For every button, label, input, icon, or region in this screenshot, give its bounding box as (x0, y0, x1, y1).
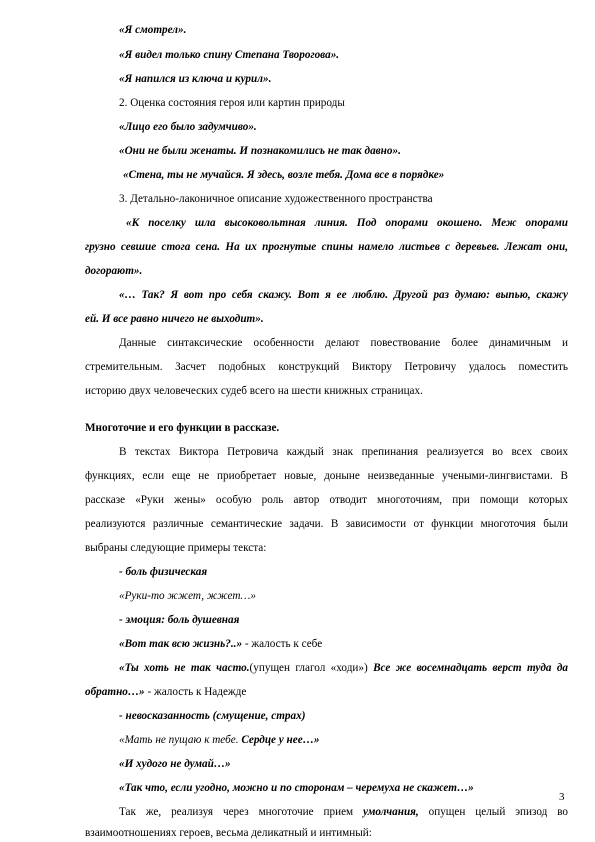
example-quote: Сердце у нее…» (241, 734, 320, 746)
example-quote: «К поселку шла высоковольтная линия. Под опорами окошено. Меж опорами (126, 217, 568, 229)
example-comment: (упущен глагол «ходи») (249, 662, 368, 674)
example-category: - эмоция: боль душевная (119, 614, 240, 626)
paragraph-line: историю двух человеческих судеб всего на шести книжных страницах. (85, 385, 423, 397)
example-quote: догорают». (85, 265, 143, 277)
paragraph-line: стремительным. Засчет подобных конструкций Виктору Петровичу удалось поместить (85, 361, 568, 373)
example-quote: «Они не были женаты. И познакомились не так давно». (119, 145, 401, 157)
example-quote: грузно севшие стога сена. На их прогнутые спины намело листьев с деревьев. Лежат они, (85, 241, 568, 253)
example-quote: «Лицо его было задумчиво». (119, 121, 257, 133)
example-quote: «Я смотрел». (119, 24, 187, 36)
example-line (119, 661, 568, 675)
example-quote: «Мать не пущаю к тебе. (119, 734, 242, 746)
example-category: - боль физическая (119, 566, 208, 578)
paragraph-text: Так же, реализуя через многоточие прием (119, 806, 364, 818)
example-line (119, 637, 322, 651)
example-comment: - жалость к Надежде (144, 686, 247, 698)
section-heading: Многоточие и его функции в рассказе. (85, 422, 280, 434)
example-quote: «Я видел только спину Степана Творогова». (119, 49, 340, 61)
example-quote: Все же восемнадцать верст туда да (367, 662, 569, 674)
example-quote: ей. И все равно ничего не выходит». (85, 313, 264, 325)
page-number: 3 (559, 791, 565, 803)
paragraph-line (119, 805, 568, 819)
example-quote: «… Так? Я вот про себя скажу. Вот я ее люблю. Другой раз думаю: выпью, скажу (119, 289, 568, 301)
example-quote: «Ты хоть не так часто. (119, 662, 250, 674)
paragraph-line: рассказе «Руки жены» особую роль автор отводит многоточиям, при помощи которых (85, 494, 568, 506)
section-subheading: 3. Детально-лаконичное описание художественного пространства (119, 193, 433, 205)
example-quote: «Я напился из ключа и курил». (119, 73, 272, 85)
paragraph-line: Данные синтаксические особенности делают повествование более динамичным и (119, 337, 568, 349)
example-quote: «Руки-то жжет, жжет…» (119, 590, 256, 602)
paragraph-line: взаимоотношениях героев, весьма деликатный и интимный: (85, 827, 372, 839)
example-quote: «Вот так всю жизнь?..» (119, 638, 243, 650)
paragraph-line: функциях, если еще не приобретает новые, доныне неизведанные учеными-лингвистами. В (85, 470, 568, 482)
example-quote: обратно…» (85, 686, 145, 698)
example-line (119, 733, 319, 747)
example-quote: «Так что, если угодно, можно и по сторонам – черемуха не скажет…» (119, 782, 474, 794)
example-quote: «Стена, ты не мучайся. Я здесь, возле тебя. Дома все в порядке» (123, 169, 445, 181)
paragraph-line: реализуются различные семантические задачи. В зависимости от функции многоточия были (85, 518, 568, 530)
paragraph-text: опущен целый эпизод во (418, 806, 568, 818)
example-line (85, 685, 246, 699)
example-category: - невосказанность (смущение, страх) (119, 710, 306, 722)
paragraph-line: выбраны следующие примеры текста: (85, 542, 267, 554)
paragraph-line: В текстах Виктора Петровича каждый знак препинания реализуется во всех своих (119, 446, 568, 458)
example-quote: «И худого не думай…» (119, 758, 231, 770)
example-comment: - жалость к себе (242, 638, 323, 650)
section-subheading: 2. Оценка состояния героя или картин природы (119, 97, 345, 109)
emphasized-term: умолчания, (363, 806, 419, 818)
